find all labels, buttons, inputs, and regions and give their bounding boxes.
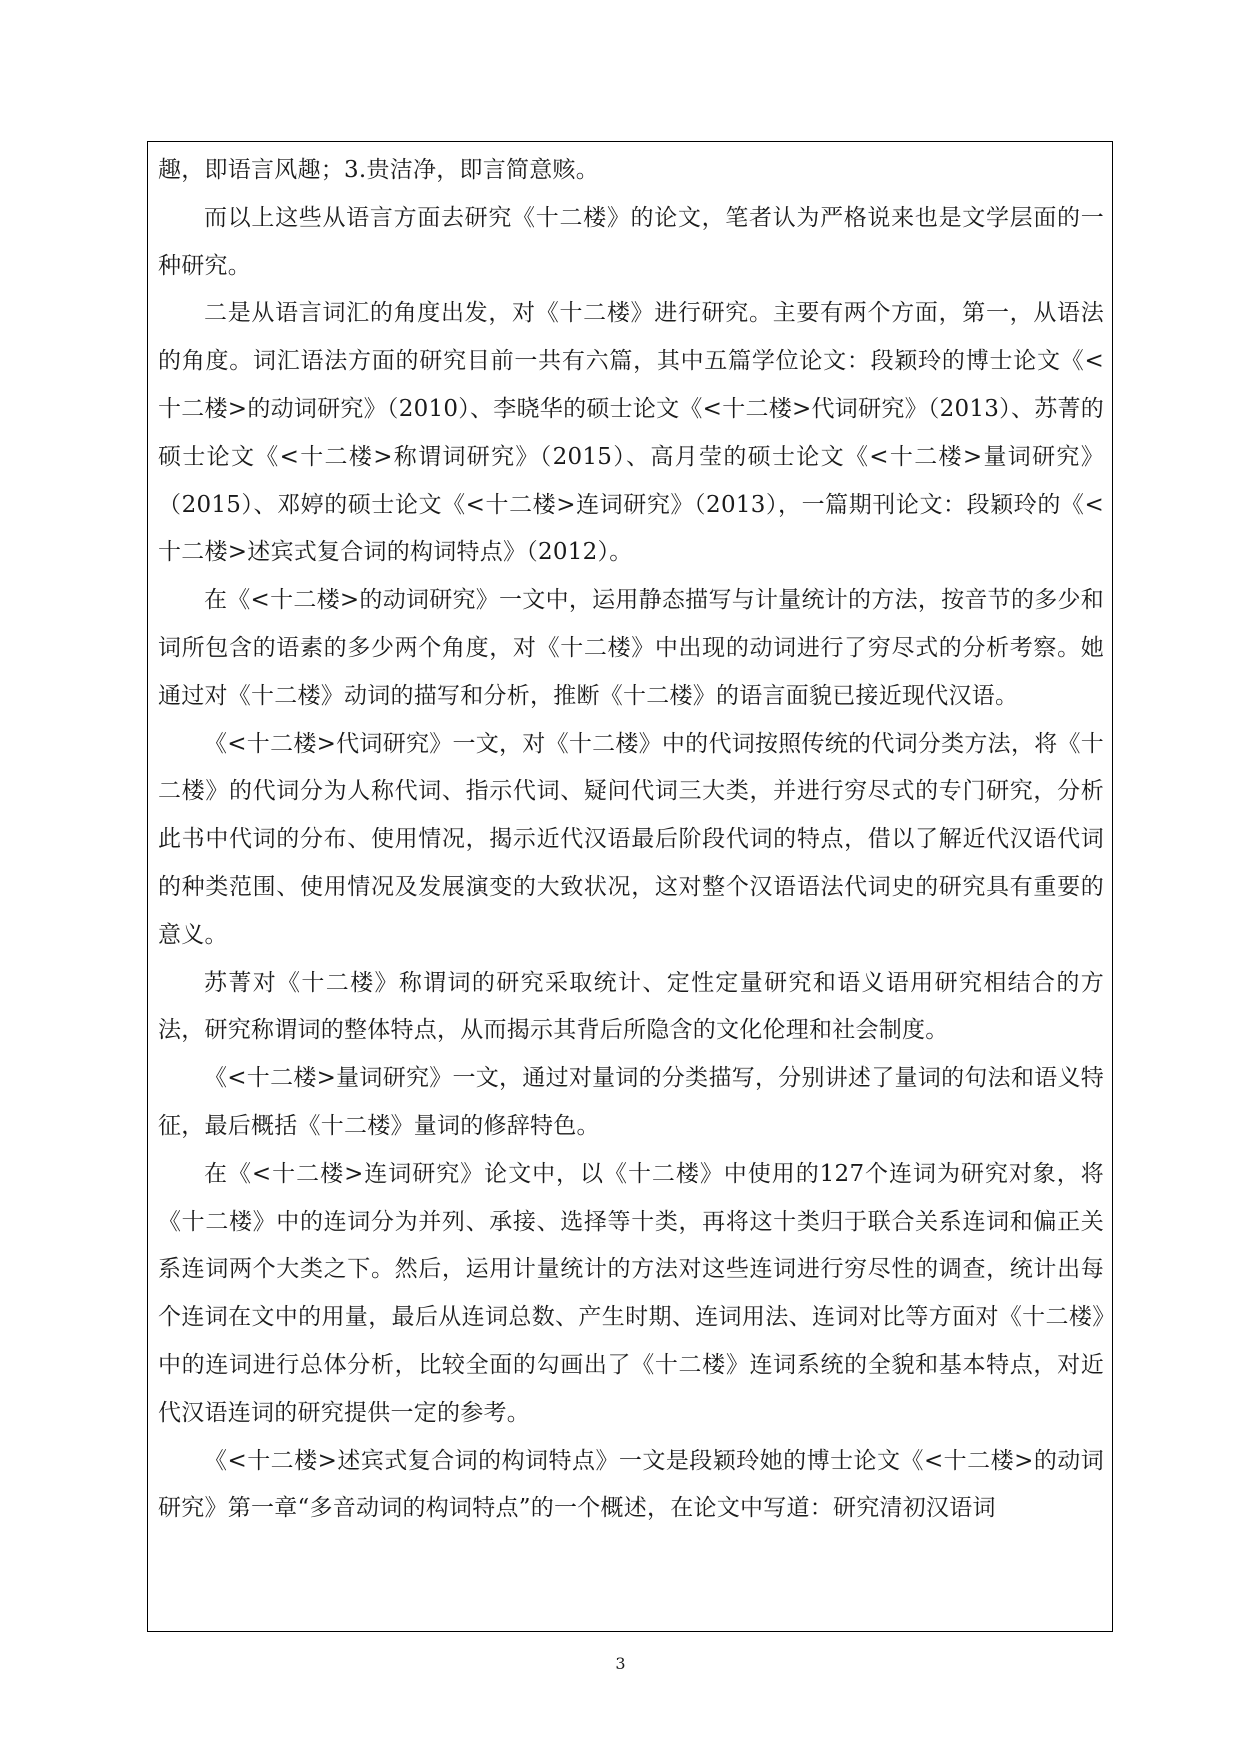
paragraph: 《<十二楼>代词研究》一文，对《十二楼》中的代词按照传统的代词分类方法，将《十二楼》的代词分为人称代词、指示代词、疑问代词三大类，并进行穷尽式的专门研究，分析此书中代词的分布、使用情况，揭示近代汉语最后阶段代词的特点，借以了解近代汉语代词的种类范围、使用情况及发展演变的大致状况，这对整个汉语语法代词史的研究具有重要的意义。 [158,730,1104,948]
paragraph: 趣，即语言风趣；3.贵洁净，即言简意赅。 [158,157,599,183]
paragraph: 《<十二楼>量词研究》一文，通过对量词的分类描写，分别讲述了量词的句法和语义特征，最后概括《十二楼》量词的修辞特色。 [158,1065,1104,1139]
paragraph: 在《<十二楼>的动词研究》一文中，运用静态描写与计量统计的方法，按音节的多少和词所包含的语素的多少两个角度，对《十二楼》中出现的动词进行了穷尽式的分析考察。她通过对《十二楼》动词的描写和分析，推断《十二楼》的语言面貌已接近现代汉语。 [158,587,1104,709]
paragraph: 二是从语言词汇的角度出发，对《十二楼》进行研究。主要有两个方面，第一，从语法的角度。词汇语法方面的研究目前一共有六篇，其中五篇学位论文：段颖玲的博士论文《<十二楼>的动词研究》（2010）、李晓华的硕士论文《<十二楼>代词研究》（2013）、苏菁的硕士论文《<十二楼>称谓词研究》（2015）、高月莹的硕士论文《<十二楼>量词研究》（2015）、邓婷的硕士论文《<十二楼>连词研究》（2013），一篇期刊论文：段颖玲的《<十二楼>述宾式复合词的构词特点》（2012）。 [158,300,1104,566]
page-number: 3 [615,1654,626,1673]
paragraph: 而以上这些从语言方面去研究《十二楼》的论文，笔者认为严格说来也是文学层面的一种研究。 [158,204,1104,279]
document-body [158,147,1104,1533]
paragraph: 《<十二楼>述宾式复合词的构词特点》一文是段颖玲她的博士论文《<十二楼>的动词研究》第一章“多音动词的构词特点”的一个概述，在论文中写道：研究清初汉语词 [158,1447,1104,1522]
paragraph: 苏菁对《十二楼》称谓词的研究采取统计、定性定量研究和语义语用研究相结合的方法，研究称谓词的整体特点，从而揭示其背后所隐含的文化伦理和社会制度。 [158,969,1104,1044]
paragraph: 在《<十二楼>连词研究》论文中，以《十二楼》中使用的127个连词为研究对象，将《十二楼》中的连词分为并列、承接、选择等十类，再将这十类归于联合关系连词和偏正关系连词两个大类之下。然后，运用计量统计的方法对这些连词进行穷尽性的调查，统计出每个连词在文中的用量，最后从连词总数、产生时期、连词用法、连词对比等方面对《十二楼》中的连词进行总体分析，比较全面的勾画出了《十二楼》连词系统的全貌和基本特点，对近代汉语连词的研究提供一定的参考。 [158,1160,1104,1426]
